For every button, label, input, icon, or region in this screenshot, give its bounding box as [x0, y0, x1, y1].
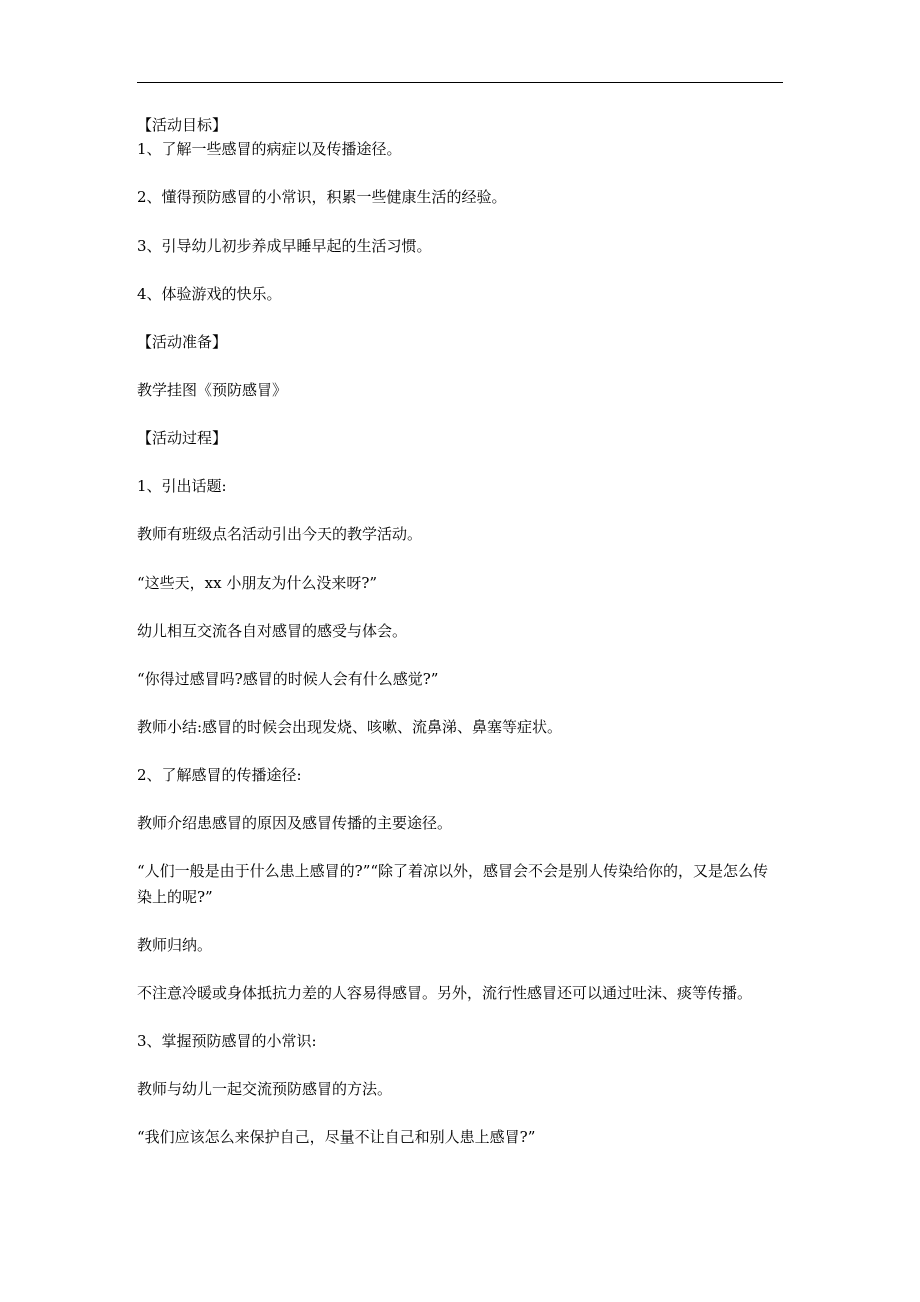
paragraph: 1、了解一些感冒的病症以及传播途径。	[137, 140, 402, 158]
paragraph: 教学挂图《预防感冒》	[137, 381, 288, 399]
paragraph: 3、掌握预防感冒的小常识:	[137, 1032, 317, 1050]
paragraph: “这些天，xx 小朋友为什么没来呀?”	[137, 574, 378, 592]
paragraph: “你得过感冒吗?感冒的时候人会有什么感觉?”	[137, 670, 439, 688]
section-heading-goals: 【活动目标】	[137, 116, 228, 134]
header-rule	[137, 82, 783, 83]
paragraph: 1、引出话题:	[137, 477, 227, 495]
paragraph: “我们应该怎么来保护自己，尽量不让自己和别人患上感冒?”	[137, 1128, 536, 1146]
paragraph: 不注意冷暖或身体抵抗力差的人容易得感冒。另外，流行性感冒还可以通过吐沫、痰等传播。	[137, 984, 753, 1002]
section-heading-process: 【活动过程】	[137, 429, 228, 447]
paragraph: 教师介绍患感冒的原因及感冒传播的主要途径。	[137, 814, 453, 832]
paragraph: 2、了解感冒的传播途径:	[137, 766, 302, 784]
paragraph: 教师归纳。	[137, 936, 213, 954]
paragraph: 2、懂得预防感冒的小常识，积累一些健康生活的经验。	[137, 188, 507, 206]
paragraph: 教师小结:感冒的时候会出现发烧、咳嗽、流鼻涕、鼻塞等症状。	[137, 718, 563, 736]
paragraph: 幼儿相互交流各自对感冒的感受与体会。	[137, 622, 408, 640]
paragraph: 3、引导幼儿初步养成早睡早起的生活习惯。	[137, 237, 432, 255]
section-heading-preparation: 【活动准备】	[137, 333, 228, 351]
paragraph: “人们一般是由于什么患上感冒的?”“除了着凉以外，感冒会不会是别人传染给你的，又是怎么传染上的呢?”	[137, 862, 769, 906]
paragraph: 教师有班级点名活动引出今天的教学活动。	[137, 525, 423, 543]
paragraph: 教师与幼儿一起交流预防感冒的方法。	[137, 1080, 393, 1098]
paragraph: 4、体验游戏的快乐。	[137, 285, 282, 303]
